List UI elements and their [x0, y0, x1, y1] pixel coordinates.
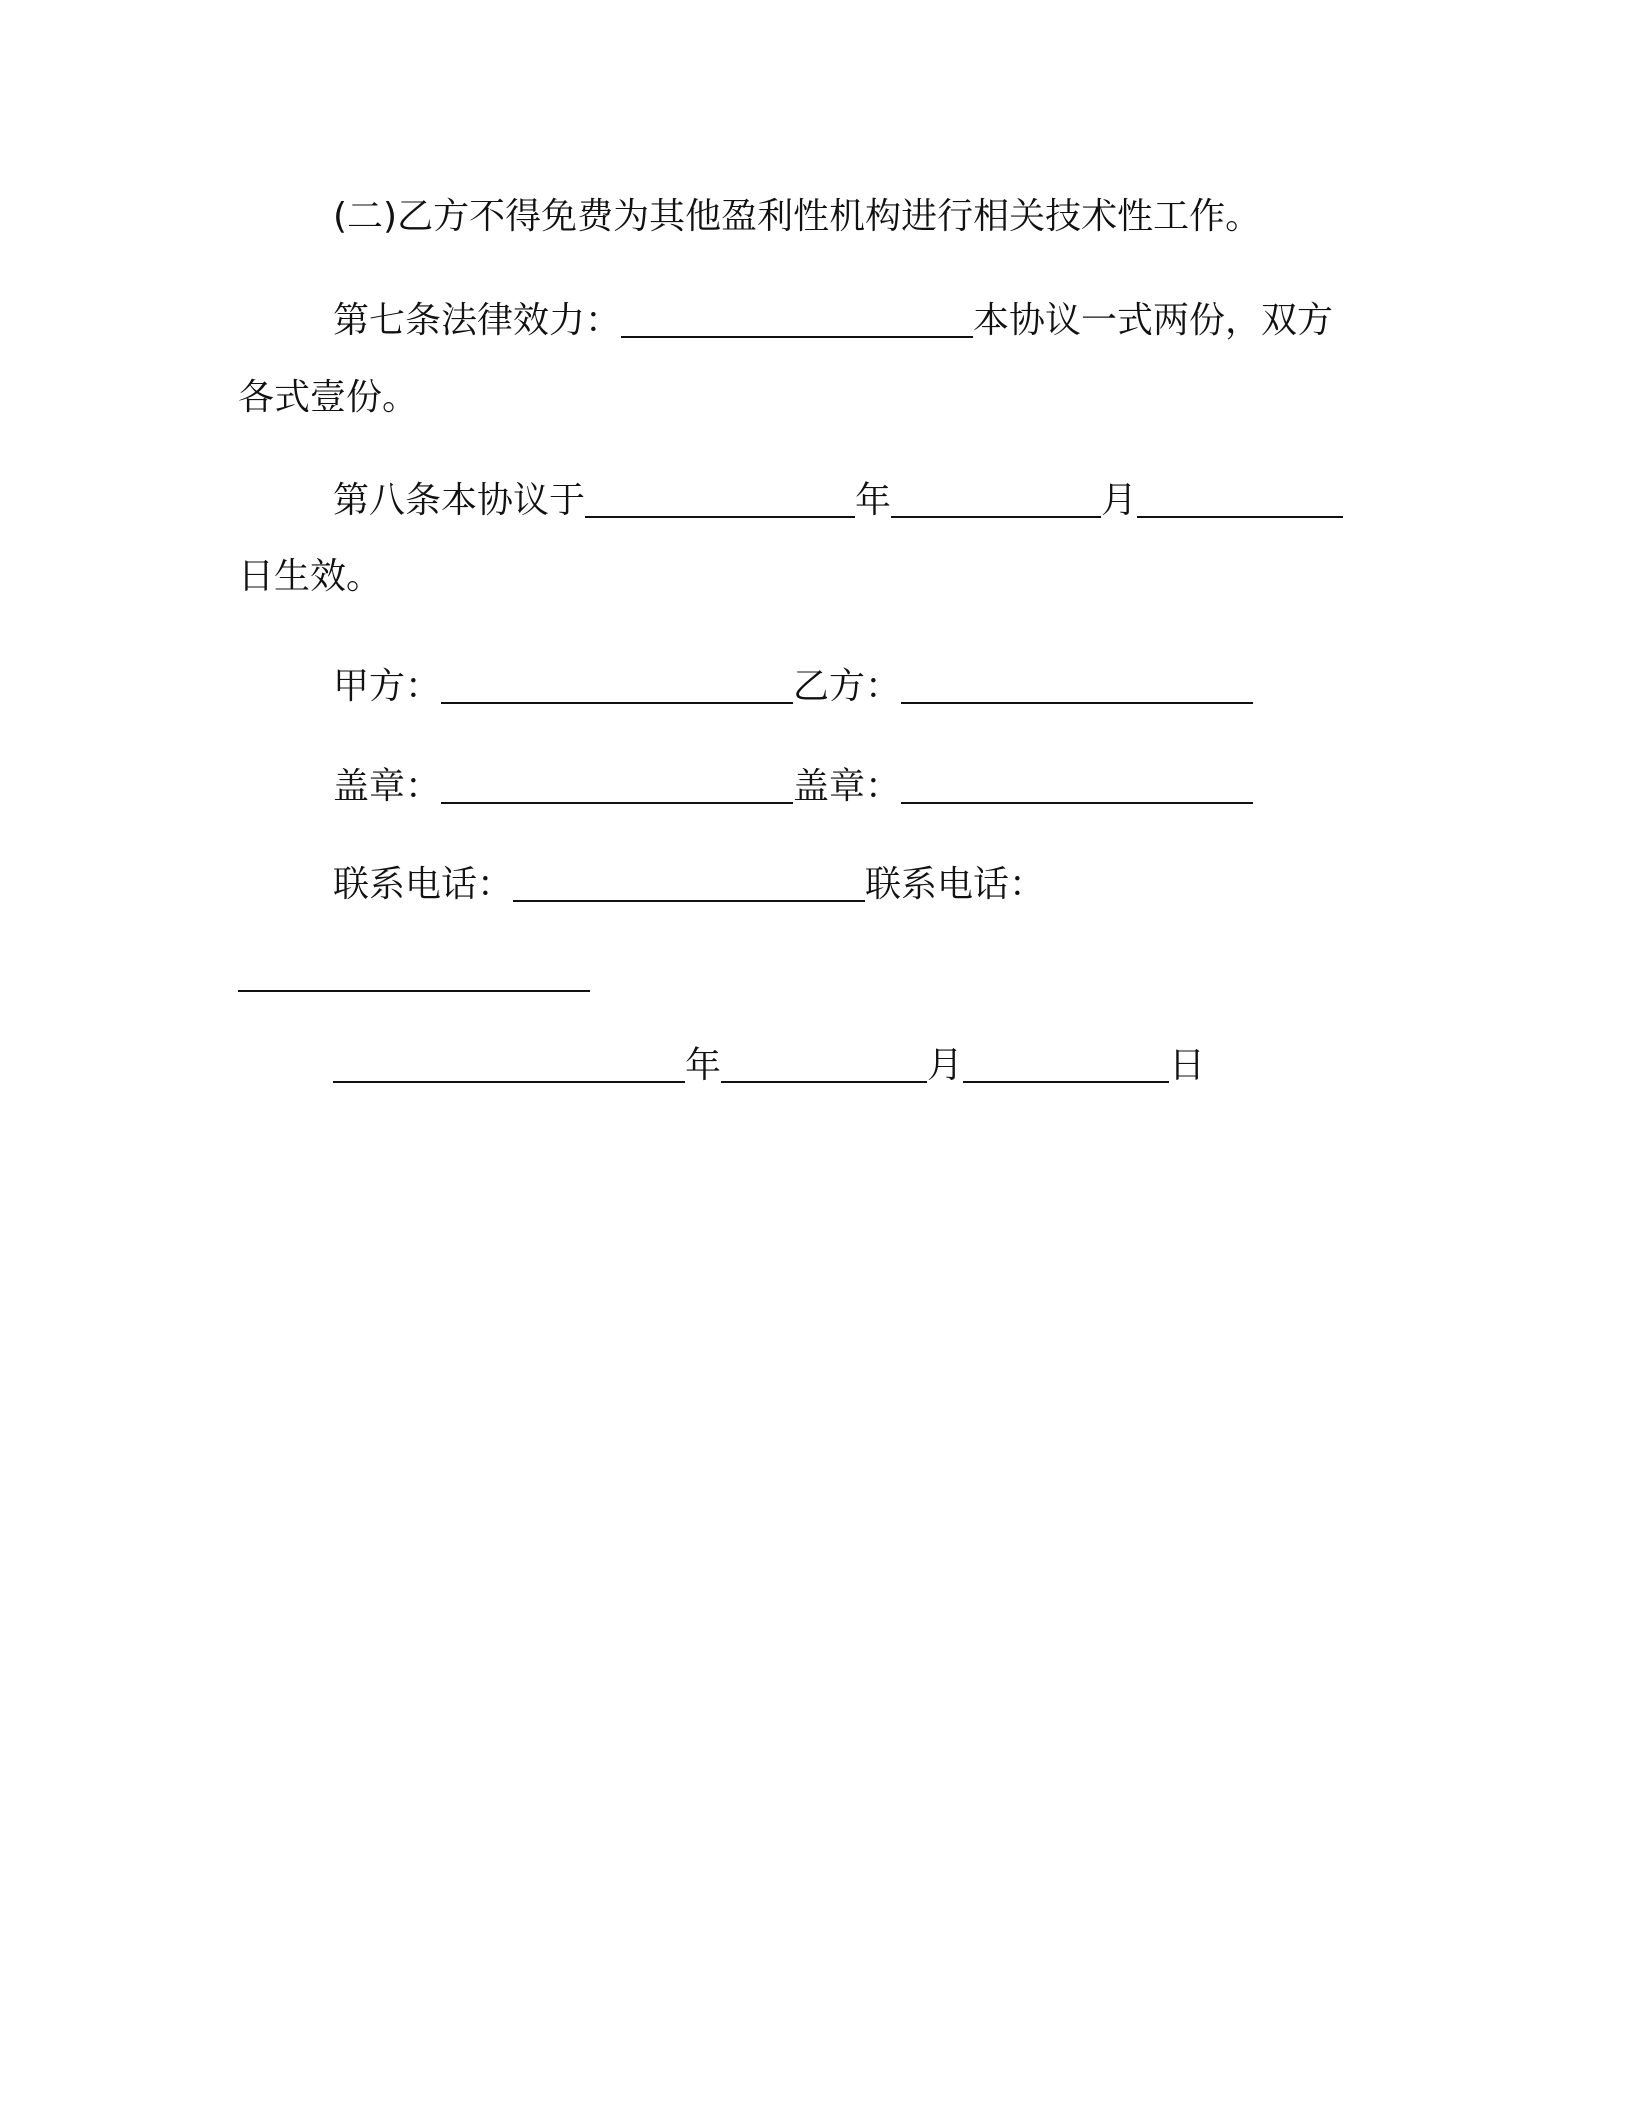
- article-7-cont-text: 各式壹份。: [238, 377, 419, 418]
- article-8: [333, 477, 1343, 525]
- article-7-prefix: 第七条法律效力：: [333, 300, 622, 341]
- effect-blank[interactable]: [621, 302, 973, 338]
- party-b-label: 乙方：: [793, 666, 902, 707]
- effective-day-blank[interactable]: [1137, 482, 1343, 518]
- seals-row: [333, 763, 1253, 811]
- party-b-blank[interactable]: [901, 668, 1253, 704]
- phone-a-blank[interactable]: [513, 866, 865, 902]
- phone-b-label: 联系电话：: [865, 864, 1046, 905]
- clause-2-text: (二)乙方不得免费为其他盈利性机构进行相关技术性工作。: [333, 196, 1262, 237]
- date-year-label: 年: [685, 1045, 722, 1086]
- phone-b-blank[interactable]: [238, 956, 590, 992]
- party-a-blank[interactable]: [441, 668, 793, 704]
- effective-month-blank[interactable]: [891, 482, 1101, 518]
- party-a-label: 甲方：: [333, 666, 442, 707]
- seal-b-label: 盖章：: [793, 766, 902, 807]
- article-7: [333, 297, 1333, 345]
- year-label: 年: [855, 480, 892, 521]
- sign-day-blank[interactable]: [963, 1047, 1169, 1083]
- parties-row: [333, 663, 1253, 711]
- date-day-label: 日: [1169, 1045, 1206, 1086]
- month-label: 月: [1101, 480, 1138, 521]
- article-8-continued: [238, 553, 382, 601]
- seal-a-label: 盖章：: [333, 766, 442, 807]
- phones-row: [333, 861, 1045, 909]
- article-8-prefix: 第八条本协议于: [333, 480, 586, 521]
- phone-a-label: 联系电话：: [333, 864, 514, 905]
- sign-month-blank[interactable]: [721, 1047, 927, 1083]
- phones-row-continued: [238, 951, 590, 999]
- article-7-suffix: 本协议一式两份，双方: [973, 300, 1334, 341]
- article-7-continued: [238, 374, 418, 422]
- seal-b-blank[interactable]: [901, 768, 1253, 804]
- date-month-label: 月: [927, 1045, 964, 1086]
- article-8-cont-text: 日生效。: [238, 556, 383, 597]
- sign-year-blank[interactable]: [333, 1047, 685, 1083]
- clause-2: [333, 193, 1261, 241]
- date-row: [333, 1042, 1205, 1090]
- effective-year-blank[interactable]: [585, 482, 855, 518]
- seal-a-blank[interactable]: [441, 768, 793, 804]
